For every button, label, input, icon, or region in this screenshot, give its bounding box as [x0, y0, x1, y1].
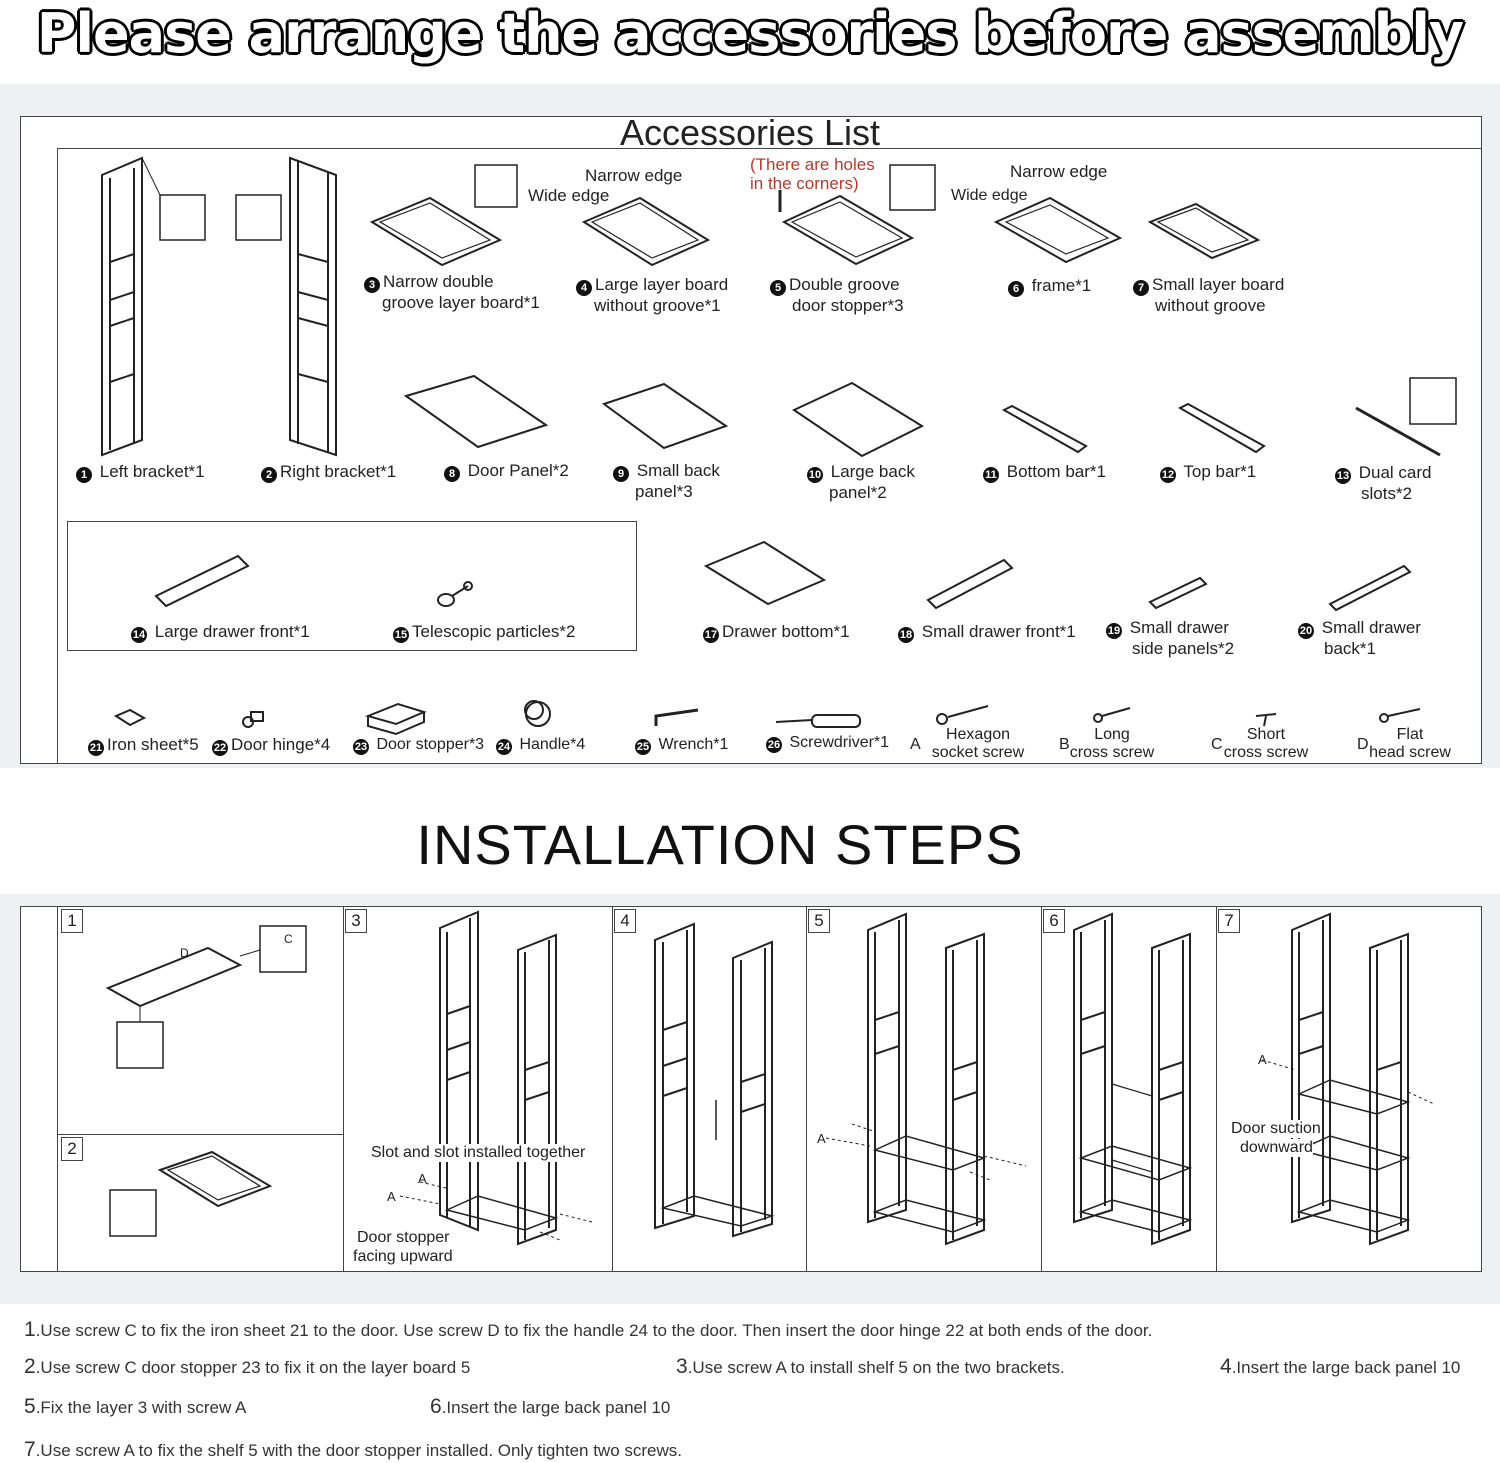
step-6-drawing: [1074, 914, 1190, 1244]
item-right-bracket: 2 Right bracket*1: [261, 462, 396, 483]
holes-note-line2: in the corners): [750, 174, 859, 193]
item-small-drawer-side-panels: 19 Small drawer side panels*2: [1107, 618, 1235, 658]
item-small-back-panel: 9 Small back panel*3: [613, 461, 720, 501]
wide-edge-label: Wide edge: [528, 186, 610, 205]
screw-b-letter: B: [1059, 736, 1070, 753]
instruction-3: 3.Use screw A to install shelf 5 on the two brackets.: [676, 1355, 1065, 1378]
slot-note: Slot and slot installed together: [371, 1144, 586, 1161]
screw-b-label: Long cross screw: [1069, 726, 1155, 761]
item-double-groove-door-stopper: 5 Double groove door stopper*3: [770, 275, 904, 315]
door-stopper-note-line1: Door stopper: [357, 1229, 450, 1246]
item-bottom-bar: 11 Bottom bar*1: [983, 462, 1106, 483]
door-suction-note-line2: downward: [1240, 1139, 1313, 1156]
screw-a-letter: A: [910, 736, 921, 753]
narrow-edge-label: Narrow edge: [585, 166, 683, 185]
screw-a-callout: A: [1258, 1052, 1267, 1067]
item-large-back-panel: 10 Large back panel*2: [808, 462, 915, 502]
step-7-number: 7: [1218, 909, 1240, 933]
screw-a-label: Hexagon socket screw: [931, 726, 1025, 761]
screw-a-callout: A: [817, 1131, 826, 1146]
step-1-drawing: [108, 926, 306, 1068]
item-door-hinge: 22 Door hinge*4: [213, 735, 331, 754]
instruction-5: 5.Fix the layer 3 with screw A: [24, 1395, 247, 1418]
item-left-bracket: 1 Left bracket*1: [76, 462, 205, 483]
item-narrow-double-groove-board: 3 Narrow double groove layer board*1: [364, 272, 540, 312]
item-drawer-bottom: 17 Drawer bottom*1: [704, 622, 850, 641]
item-wrench: 25 Wrench*1: [636, 736, 729, 753]
accessories-title: Accessories List: [619, 112, 881, 153]
item-large-drawer-front: 14 Large drawer front*1: [132, 622, 310, 641]
step-2-number: 2: [61, 1137, 83, 1161]
door-stopper-note-line2: facing upward: [353, 1248, 453, 1265]
step-3-drawing: [400, 912, 592, 1244]
step-4-number: 4: [614, 909, 636, 933]
item-telescopic-particles: 15 Telescopic particles*2: [394, 622, 576, 641]
instruction-7: 7.Use screw A to fix the shelf 5 with the door stopper installed. Only tighten two screws.: [24, 1438, 682, 1461]
step-7-drawing: [1262, 914, 1434, 1244]
item-door-panel: 8 Door Panel*2: [444, 461, 569, 482]
item-small-layer-board: 7 Small layer board without groove: [1133, 275, 1284, 315]
item-dual-card-slots: 13 Dual card slots*2: [1336, 463, 1432, 503]
instruction-1: 1.Use screw C to fix the iron sheet 21 to the door. Use screw D to fix the handle 24 to the door. Then insert the door hinge 22 at both ends of the door.: [24, 1318, 1153, 1341]
item-screwdriver: 26 Screwdriver*1: [767, 734, 890, 751]
wide-edge-label-2: Wide edge: [951, 187, 1028, 204]
part-d-callout: D: [180, 946, 189, 960]
narrow-edge-label-2: Narrow edge: [1010, 162, 1108, 181]
item-top-bar: 12 Top bar*1: [1161, 462, 1257, 481]
banner-title: Please arrange the accessories before assembly: [36, 2, 1464, 65]
item-iron-sheet: 21 Iron sheet*5: [89, 735, 199, 754]
item-door-stopper: 23 Door stopper*3: [354, 736, 485, 753]
item-small-drawer-front: 18 Small drawer front*1: [899, 622, 1076, 641]
step-5-drawing: [826, 914, 1026, 1244]
instruction-4: 4.Insert the large back panel 10: [1220, 1355, 1461, 1378]
item-handle: 24 Handle*4: [497, 736, 586, 753]
step-5-number: 5: [808, 909, 830, 933]
step-1-number: 1: [61, 909, 83, 933]
step-4-drawing: [655, 924, 772, 1236]
screw-d-letter: D: [1357, 736, 1369, 753]
item-small-drawer-back: 20 Small drawer back*1: [1299, 618, 1421, 658]
step-3-number: 3: [345, 909, 367, 933]
installation-steps-title: INSTALLATION STEPS: [416, 813, 1024, 876]
holes-note-line1: (There are holes: [750, 155, 875, 174]
door-suction-note-line1: Door suction: [1231, 1120, 1321, 1137]
screw-a-callout: A: [418, 1171, 427, 1186]
item-large-layer-board: 4 Large layer board without groove*1: [576, 275, 728, 315]
screw-d-label: Flat head screw: [1369, 726, 1451, 761]
screw-c-label: Short cross screw: [1223, 726, 1309, 761]
item-frame: 6 frame*1: [1008, 276, 1091, 297]
screw-c-letter: C: [1211, 736, 1223, 753]
screw-a-callout: A: [387, 1189, 396, 1204]
instruction-6: 6.Insert the large back panel 10: [430, 1395, 671, 1418]
step-6-number: 6: [1043, 909, 1065, 933]
screw-c-callout: C: [284, 932, 293, 946]
instruction-2: 2.Use screw C door stopper 23 to fix it on the layer board 5: [24, 1355, 471, 1378]
step-2-drawing: [110, 1152, 270, 1236]
